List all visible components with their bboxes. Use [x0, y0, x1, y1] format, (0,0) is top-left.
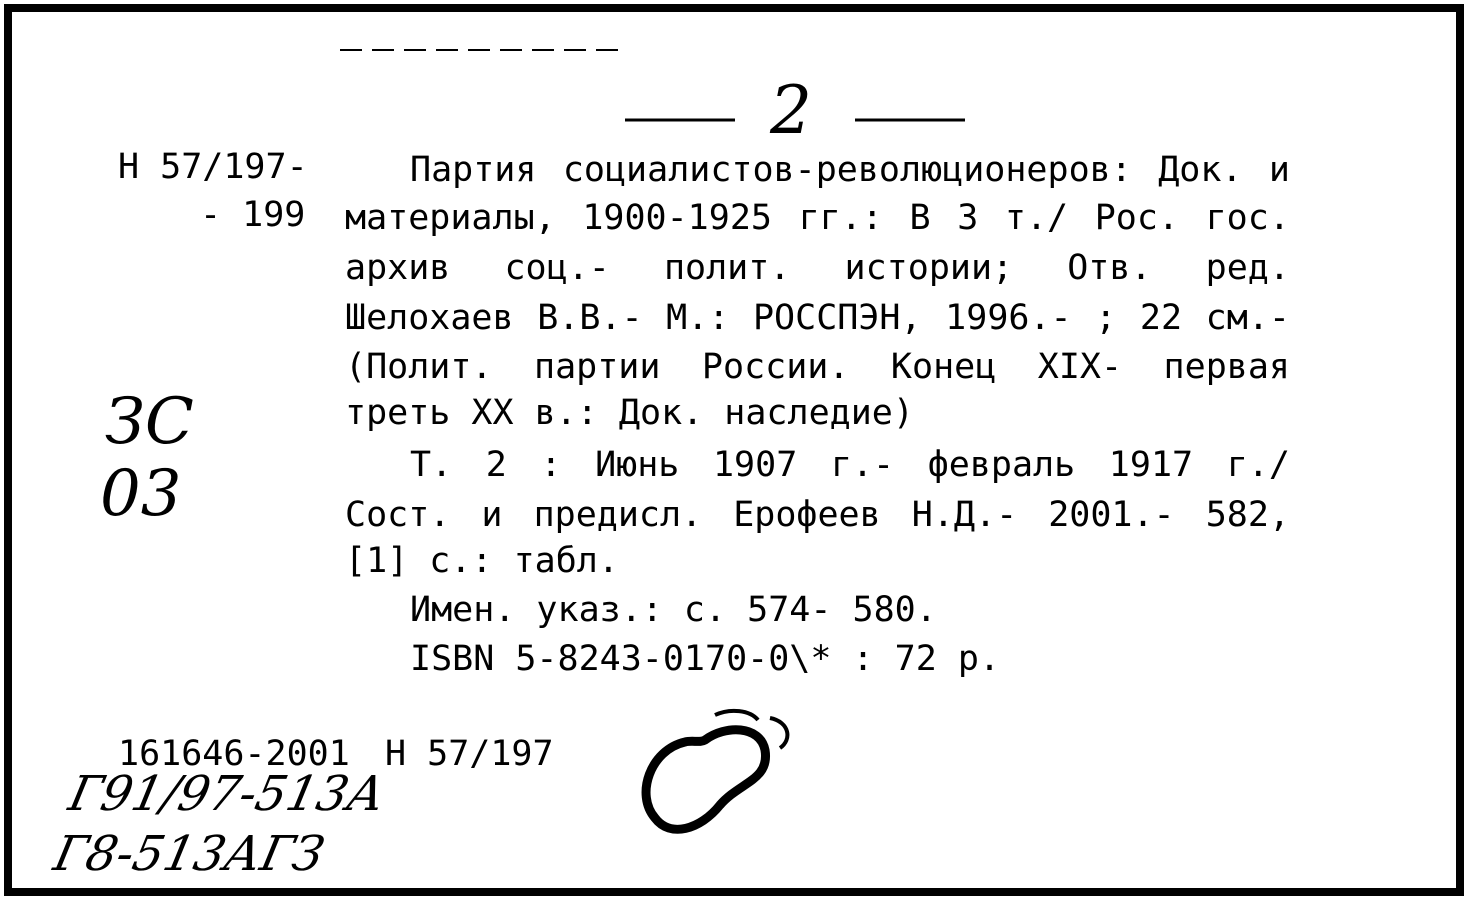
- word: 3: [957, 198, 979, 238]
- word: первая: [1163, 347, 1290, 387]
- word: (Полит.: [345, 347, 493, 387]
- volume-line-3: [1] с.: табл.: [345, 541, 619, 581]
- word: 2001.-: [1048, 495, 1175, 535]
- word: т./: [1004, 198, 1069, 238]
- word: и: [481, 495, 503, 535]
- description-line-3: [345, 248, 1290, 288]
- word: предисл.: [533, 495, 703, 535]
- word: см.-: [1205, 298, 1290, 338]
- word: XIX-: [1037, 347, 1123, 387]
- word: социалистов-революционеров:: [562, 150, 1132, 190]
- handwritten-note-line2: Г8-513АГЗ: [49, 826, 330, 882]
- description-line-5: [345, 347, 1290, 387]
- word: 582,: [1205, 495, 1290, 535]
- description-line-2: [345, 198, 1290, 238]
- word: Сост.: [345, 495, 451, 535]
- word: февраль: [927, 445, 1076, 485]
- word: Ерофеев: [733, 495, 881, 535]
- word: 1907: [712, 445, 798, 485]
- word: Отв.: [1067, 248, 1152, 288]
- word: Шелохаев: [345, 298, 514, 338]
- description-line-4: [345, 298, 1290, 338]
- word: 1917: [1108, 445, 1194, 485]
- word: :: [540, 445, 562, 485]
- word: г./: [1226, 445, 1290, 485]
- description-line-6: треть XX в.: Док. наследие): [345, 393, 914, 433]
- word: 2: [485, 445, 507, 485]
- word: соц.-: [504, 248, 610, 288]
- word: Док.: [1158, 150, 1243, 190]
- word: полит.: [663, 248, 791, 288]
- word: Конец: [890, 347, 997, 387]
- word: истории;: [844, 248, 1014, 288]
- handwritten-code-line2: 03: [100, 457, 182, 531]
- word: 1900-1925: [582, 198, 772, 238]
- word: гос.: [1205, 198, 1290, 238]
- word: Н.Д.-: [911, 495, 1018, 535]
- word: РОССПЭН,: [752, 298, 922, 338]
- word: ред.: [1205, 248, 1290, 288]
- word: Июнь: [595, 445, 680, 485]
- word: В: [909, 198, 931, 238]
- word: 1996.-: [945, 298, 1072, 338]
- footer-shelf-mark: Н 57/197: [385, 734, 554, 774]
- description-line-1: [410, 150, 1290, 190]
- word: Т.: [410, 445, 453, 485]
- hand-drawn-loop-mark: [630, 700, 830, 850]
- shelf-mark-line1: Н 57/197-: [118, 147, 308, 187]
- word: ;: [1095, 298, 1117, 338]
- accession-number: 161646-2001: [118, 734, 350, 774]
- isbn-line: ISBN 5-8243-0170-0\* : 72 р.: [410, 639, 1001, 679]
- word: гг.:: [798, 198, 883, 238]
- volume-line-1: [410, 445, 1290, 485]
- volume-line-2: [345, 495, 1290, 535]
- word: Партия: [410, 150, 537, 190]
- index-note: Имен. указ.: с. 574- 580.: [410, 590, 937, 630]
- word: материалы,: [345, 198, 556, 238]
- word: Рос.: [1094, 198, 1179, 238]
- word: В.В.-: [537, 298, 643, 338]
- word: партии: [534, 347, 661, 387]
- word: России.: [701, 347, 850, 387]
- handwritten-note-line1: Г91/97-513А: [64, 766, 391, 822]
- handwritten-code-line1: ЗС: [105, 385, 194, 459]
- word: М.:: [666, 298, 730, 338]
- word: г.-: [830, 445, 895, 485]
- page-number: 2: [770, 72, 812, 149]
- shelf-mark-line2: - 199: [200, 195, 306, 235]
- word: архив: [345, 248, 451, 288]
- word: и: [1268, 150, 1290, 190]
- word: 22: [1139, 298, 1183, 338]
